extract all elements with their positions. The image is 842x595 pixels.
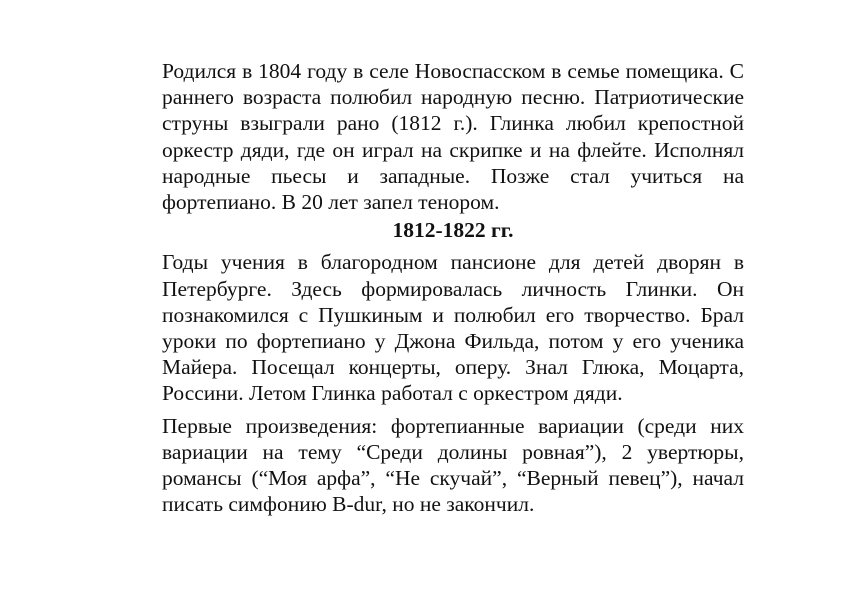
paragraph-intro: Родился в 1804 году в селе Новоспасском в семье помещика. С раннего возраста полюбил народную песню. Патриотические струны взыграли рано (1812 г.). Глинка любил крепостной оркестр дяди, где он играл на скрипке и на флейте. Исполнял народные пьесы и западные. Позже стал учиться на фортепиано. В 20 лет запел тенором. [162, 59, 744, 215]
section-heading: 1812-1822 гг. [392, 218, 514, 243]
paragraph-first-works: Первые произведения: фортепианные вариации (среди них вариации на тему “Среди долины ровная”), 2 увертюры, романсы (“Моя арфа”, “Не скучай”, “Верный певец”), начал писать симфонию B-dur, но не закончил. [162, 413, 744, 517]
document-body [162, 58, 744, 517]
paragraph-education: Годы учения в благородном пансионе для детей дворян в Петербурге. Здесь формировалась личность Глинки. Он познакомился с Пушкиным и полюбил его творчество. Брал уроки по фортепиано у Джона Фильда, потом у его ученика Майера. Посещал концерты, оперу. Знал Глюка, Моцарта, Россини. Летом Глинка работал с оркестром дяди. [162, 250, 744, 406]
